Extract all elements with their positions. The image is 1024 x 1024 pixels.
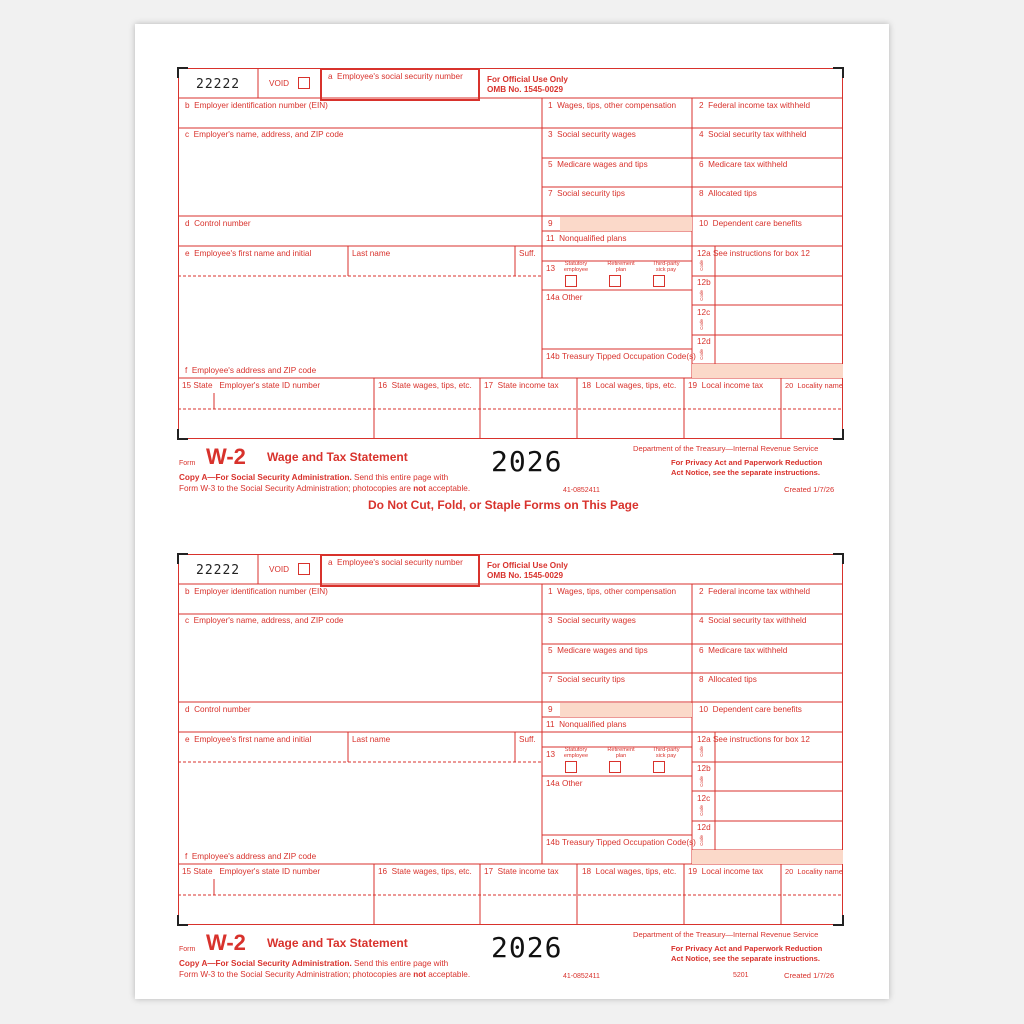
statutory-employee-checkbox[interactable] — [565, 761, 577, 773]
form-name: W-2 — [206, 930, 246, 955]
box1-label: 1 Wages, tips, other compensation — [548, 587, 677, 596]
box12b-label: 12b — [697, 764, 711, 773]
box11-label: 11 Nonqualified plans — [546, 720, 627, 729]
box3-label: 3 Social security wages — [548, 616, 636, 625]
last-name-label: Last name — [352, 735, 391, 744]
third-party-sick-pay-label: Third-party sick pay — [652, 747, 680, 759]
address-field-label: f Employee's address and ZIP code — [185, 852, 317, 861]
omb-number: OMB No. 1545-0029 — [487, 85, 563, 94]
ssn-label: Employee's social security number — [337, 558, 463, 567]
third-party-sick-pay-checkbox[interactable] — [653, 275, 665, 287]
third-party-sick-pay-checkbox[interactable] — [653, 761, 665, 773]
first-name-label: e Employee's first name and initial — [185, 249, 312, 258]
code-label-12b: Code — [699, 776, 704, 787]
box10-label: 10 Dependent care benefits — [699, 705, 802, 714]
void-checkbox[interactable] — [298, 563, 310, 575]
code-label-12b: Code — [699, 290, 704, 301]
privacy-notice-line2: Act Notice, see the separate instructions. — [671, 954, 820, 963]
suffix-label: Suff. — [519, 735, 536, 744]
form-control-code: 22222 — [196, 563, 241, 578]
code-label-12a: Code — [699, 260, 704, 271]
control-number-label: d Control number — [185, 219, 251, 228]
box15-label: 15 State Employer's state ID number — [182, 867, 321, 876]
box17-label: 17 State income tax — [484, 381, 559, 390]
box16-label: 16 State wages, tips, etc. — [378, 381, 472, 390]
tax-year: 2026 — [491, 445, 563, 478]
void-label: VOID — [269, 565, 290, 574]
box20-label: 20 Locality name — [785, 867, 843, 876]
box12d-label: 12d — [697, 337, 711, 346]
irs-department: Department of the Treasury—Internal Revenue Service — [633, 444, 819, 453]
box1-label: 1 Wages, tips, other compensation — [548, 101, 677, 110]
void-label: VOID — [269, 79, 290, 88]
retirement-plan-checkbox[interactable] — [609, 275, 621, 287]
catalog-number: 41-0852411 — [563, 487, 600, 494]
official-use-label: For Official Use Only — [487, 561, 568, 570]
box18-label: 18 Local wages, tips, etc. — [582, 867, 677, 876]
box14b-label: 14b Treasury Tipped Occupation Code(s) — [546, 838, 696, 847]
box10-label: 10 Dependent care benefits — [699, 219, 802, 228]
box2-label: 2 Federal income tax withheld — [699, 587, 811, 596]
void-checkbox[interactable] — [298, 77, 310, 89]
box19-label: 19 Local income tax — [688, 381, 764, 390]
privacy-notice-line1: For Privacy Act and Paperwork Reduction — [671, 944, 823, 953]
code-label-12a: Code — [699, 746, 704, 757]
catalog-number: 41-0852411 — [563, 973, 600, 980]
box6-label: 6 Medicare tax withheld — [699, 646, 788, 655]
statutory-employee-label: Statutory employee — [563, 747, 589, 759]
box6-label: 6 Medicare tax withheld — [699, 160, 788, 169]
omb-number: OMB No. 1545-0029 — [487, 571, 563, 580]
box3-label: 3 Social security wages — [548, 130, 636, 139]
irs-department: Department of the Treasury—Internal Revenue Service — [633, 930, 819, 939]
employer-field-label: c Employer's name, address, and ZIP code — [185, 616, 344, 625]
ssn-label: Employee's social security number — [337, 72, 463, 81]
third-party-sick-pay-label: Third-party sick pay — [652, 261, 680, 273]
statutory-employee-checkbox[interactable] — [565, 275, 577, 287]
created-date: Created 1/7/26 — [784, 971, 835, 980]
do-not-cut-notice: Do Not Cut, Fold, or Staple Forms on This Page — [368, 498, 639, 512]
tax-year: 2026 — [491, 931, 563, 964]
created-date: Created 1/7/26 — [784, 485, 835, 494]
box13-label: 13 — [546, 264, 556, 273]
retirement-plan-label: Retirement plan — [607, 747, 635, 759]
form-title: Wage and Tax Statement — [267, 450, 408, 464]
form-word: Form — [179, 460, 196, 467]
code-label-12d: Code — [699, 835, 704, 846]
w2-form-top — [178, 68, 843, 440]
page-code: 5201 — [733, 972, 749, 979]
box15-label: 15 State Employer's state ID number — [182, 381, 321, 390]
box5-label: 5 Medicare wages and tips — [548, 646, 648, 655]
last-name-label: Last name — [352, 249, 391, 258]
box4-label: 4 Social security tax withheld — [699, 616, 807, 625]
w2-footer-bottom — [178, 928, 843, 1006]
box12c-label: 12c — [697, 794, 711, 803]
box13-label: 13 — [546, 750, 556, 759]
suffix-label: Suff. — [519, 249, 536, 258]
box12d-label: 12d — [697, 823, 711, 832]
box12a-label: 12a See instructions for box 12 — [697, 735, 810, 744]
copy-a-line1: Copy A—For Social Security Administration. Send this entire page with — [179, 959, 449, 968]
box18-label: 18 Local wages, tips, etc. — [582, 381, 677, 390]
form-control-code: 22222 — [196, 77, 241, 92]
box8-label: 8 Allocated tips — [699, 189, 757, 198]
form-word: Form — [179, 946, 196, 953]
control-number-label: d Control number — [185, 705, 251, 714]
address-field-label: f Employee's address and ZIP code — [185, 366, 317, 375]
box9-label: 9 — [548, 219, 553, 228]
ein-field-label: b Employer identification number (EIN) — [185, 587, 328, 596]
box7-label: 7 Social security tips — [548, 189, 625, 198]
first-name-label: e Employee's first name and initial — [185, 735, 312, 744]
box2-label: 2 Federal income tax withheld — [699, 101, 811, 110]
box14b-label: 14b Treasury Tipped Occupation Code(s) — [546, 352, 696, 361]
box12c-label: 12c — [697, 308, 711, 317]
employer-field-label: c Employer's name, address, and ZIP code — [185, 130, 344, 139]
box11-label: 11 Nonqualified plans — [546, 234, 627, 243]
box20-label: 20 Locality name — [785, 381, 843, 390]
box14a-label: 14a Other — [546, 779, 583, 788]
form-title: Wage and Tax Statement — [267, 936, 408, 950]
ssn-letter: a — [328, 72, 333, 81]
box5-label: 5 Medicare wages and tips — [548, 160, 648, 169]
box16-label: 16 State wages, tips, etc. — [378, 867, 472, 876]
privacy-notice-line1: For Privacy Act and Paperwork Reduction — [671, 458, 823, 467]
box12b-label: 12b — [697, 278, 711, 287]
box12a-label: 12a See instructions for box 12 — [697, 249, 810, 258]
copy-a-line2: Form W-3 to the Social Security Administration; photocopies are not acceptable. — [179, 970, 471, 979]
box8-label: 8 Allocated tips — [699, 675, 757, 684]
code-label-12c: Code — [699, 319, 704, 330]
box4-label: 4 Social security tax withheld — [699, 130, 807, 139]
box7-label: 7 Social security tips — [548, 675, 625, 684]
ssn-letter: a — [328, 558, 333, 567]
retirement-plan-checkbox[interactable] — [609, 761, 621, 773]
w2-form-bottom — [178, 554, 843, 926]
form-name: W-2 — [206, 444, 246, 469]
ein-field-label: b Employer identification number (EIN) — [185, 101, 328, 110]
box14a-label: 14a Other — [546, 293, 583, 302]
privacy-notice-line2: Act Notice, see the separate instructions. — [671, 468, 820, 477]
box9-label: 9 — [548, 705, 553, 714]
retirement-plan-label: Retirement plan — [607, 261, 635, 273]
code-label-12d: Code — [699, 349, 704, 360]
box19-label: 19 Local income tax — [688, 867, 764, 876]
statutory-employee-label: Statutory employee — [563, 261, 589, 273]
official-use-label: For Official Use Only — [487, 75, 568, 84]
copy-a-line2: Form W-3 to the Social Security Administration; photocopies are not acceptable. — [179, 484, 471, 493]
code-label-12c: Code — [699, 805, 704, 816]
box17-label: 17 State income tax — [484, 867, 559, 876]
copy-a-line1: Copy A—For Social Security Administration. Send this entire page with — [179, 473, 449, 482]
